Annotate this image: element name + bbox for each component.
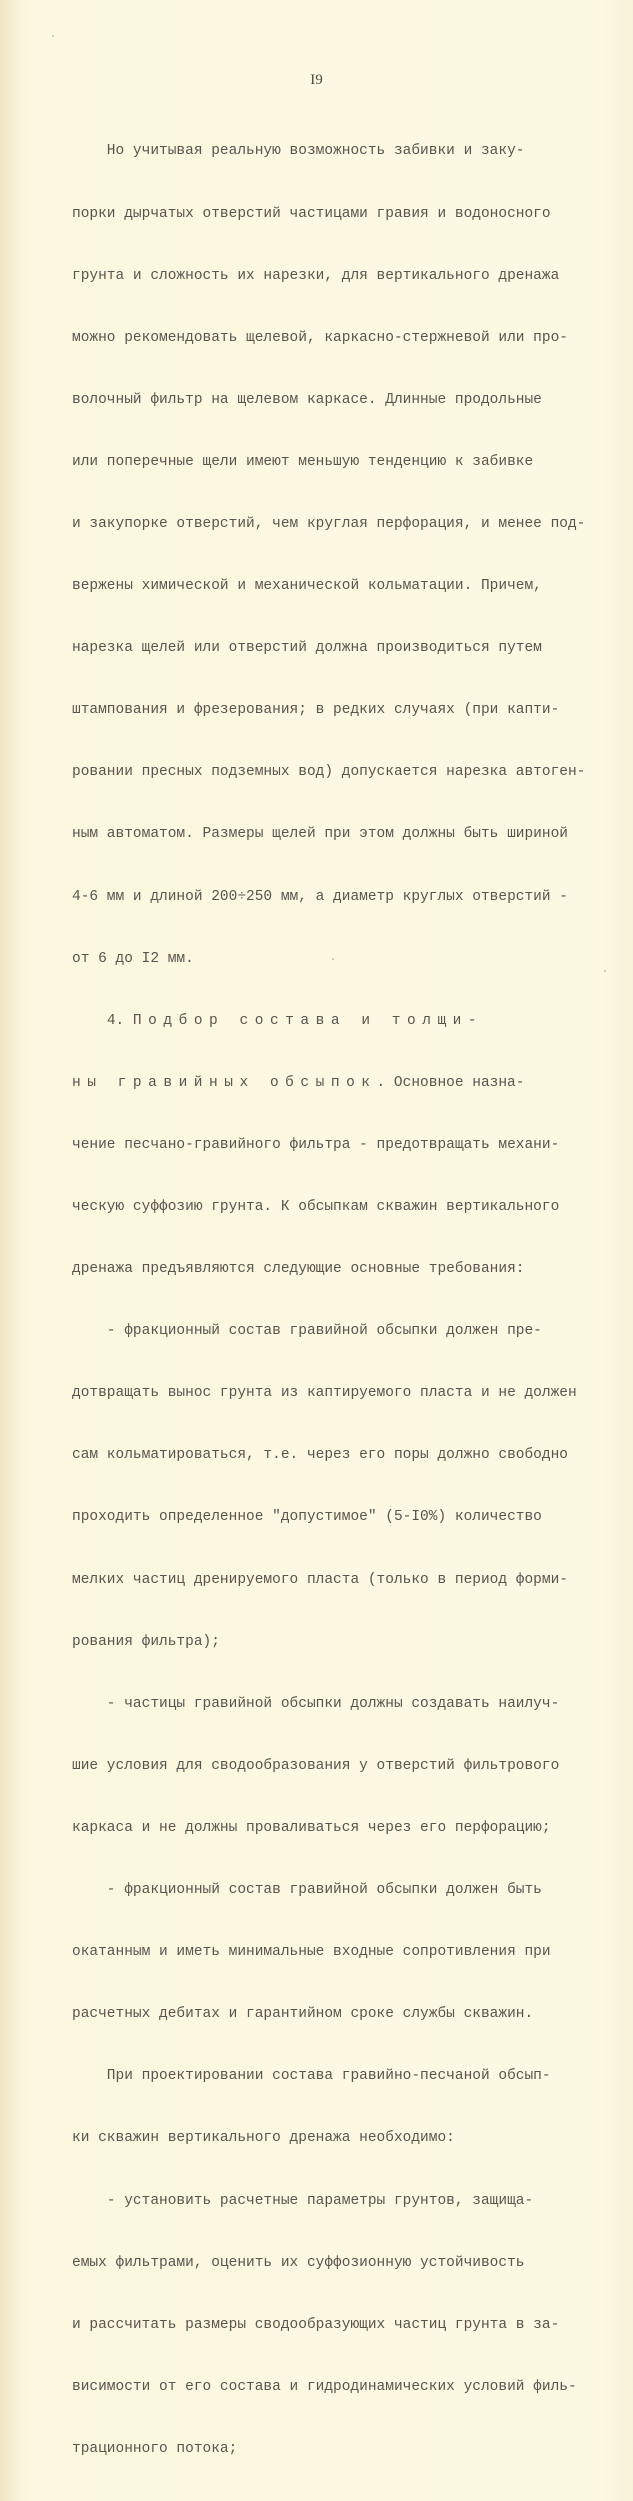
text-line: каркаса и не должны проваливаться через его перфорацию; bbox=[72, 1819, 551, 1836]
section-title-part2: ны гравийных обсыпок bbox=[72, 1074, 377, 1091]
page-number: I9 bbox=[310, 72, 323, 88]
text-line: рования фильтра); bbox=[72, 1633, 220, 1650]
text-line: шие условия для сводообразования у отверстий фильтрового bbox=[72, 1757, 560, 1774]
text-line: волочный фильтр на щелевом каркасе. Длинные продольные bbox=[72, 391, 542, 408]
body-text bbox=[72, 100, 586, 2501]
text-line: - фракционный состав гравийной обсыпки должен быть bbox=[72, 1882, 542, 1899]
text-line: проходить определенное "допустимое" (5-I0%) количество bbox=[72, 1509, 542, 1526]
text-line: от 6 до I2 мм. bbox=[72, 950, 194, 967]
text-line: и рассчитать размеры сводообразующих частиц грунта в за- bbox=[72, 2316, 560, 2333]
section-title-part1: Подбор состава и толщи- bbox=[132, 1012, 484, 1029]
text-line: ным автоматом. Размеры щелей при этом должны быть шириной bbox=[72, 826, 568, 843]
text-line: расчетных дебитах и гарантийном сроке службы скважин. bbox=[72, 2006, 534, 2023]
text-line: 4-6 мм и длиной 200÷250 мм, а диаметр круглых отверстий - bbox=[72, 888, 568, 905]
section-heading-line-2 bbox=[72, 1073, 572, 1094]
paper-speck bbox=[604, 970, 606, 972]
text-line: можно рекомендовать щелевой, каркасно-стержневой или про- bbox=[72, 329, 568, 346]
text-line: - частицы гравийной обсыпки должны создавать наилуч- bbox=[72, 1695, 560, 1712]
section-number: 4. bbox=[106, 1012, 125, 1029]
text-line: окатанным и иметь минимальные входные сопротивления при bbox=[72, 1944, 551, 1961]
text-line: ческую суффозию грунта. К обсыпкам скважин вертикального bbox=[72, 1199, 560, 1215]
text-line: Но учитывая реальную возможность забивки и заку- bbox=[72, 143, 525, 160]
text-line: дренажа предъявляются следующие основные требования: bbox=[72, 1261, 525, 1278]
section-heading-line-1 bbox=[72, 1011, 572, 1032]
text-line: мелких частиц дренируемого пласта (только в период форми- bbox=[72, 1571, 568, 1588]
text-line: При проектировании состава гравийно-песчаной обсып- bbox=[72, 2068, 551, 2085]
text-line: порки дырчатых отверстий частицами гравия и водоносного bbox=[72, 205, 551, 222]
text-line: ровании пресных подземных вод) допускается нарезка автоген- bbox=[72, 764, 586, 781]
text-line: вержены химической и механической кольматации. Причем, bbox=[72, 578, 542, 595]
text-line: нарезка щелей или отверстий должна производиться путем bbox=[72, 640, 542, 657]
text-line: или поперечные щели имеют меньшую тенденцию к забивке bbox=[72, 453, 534, 470]
text-line: и закупорке отверстий, чем круглая перфорация, и менее под- bbox=[72, 515, 586, 532]
paper-speck bbox=[52, 35, 54, 37]
text-line: сам кольматироваться, т.е. через его поры должно свободно bbox=[72, 1447, 568, 1464]
text-line: дотвращать вынос грунта из каптируемого пласта и не должен bbox=[72, 1385, 577, 1402]
text-line: чение песчано-гравийного фильтра - предотвращать механи- bbox=[72, 1136, 560, 1153]
section-indent bbox=[72, 1013, 107, 1029]
text-line: емых фильтрами, оценить их суффозионную устойчивость bbox=[72, 2254, 525, 2271]
text-line: штампования и фрезерования; в редких случаях (при капти- bbox=[72, 702, 560, 719]
paper-speck bbox=[332, 958, 334, 960]
section-continuation: . Основное назна- bbox=[376, 1074, 525, 1091]
text-line: - фракционный состав гравийной обсыпки должен пре- bbox=[72, 1323, 542, 1340]
text-line: висимости от его состава и гидродинамических условий филь- bbox=[72, 2378, 577, 2395]
text-line: ки скважин вертикального дренажа необходимо: bbox=[72, 2130, 455, 2147]
text-line: - установить расчетные параметры грунтов, защища- bbox=[72, 2192, 534, 2209]
text-line: грунта и сложность их нарезки, для вертикального дренажа bbox=[72, 267, 560, 284]
text-line: трационного потока; bbox=[72, 2440, 238, 2457]
